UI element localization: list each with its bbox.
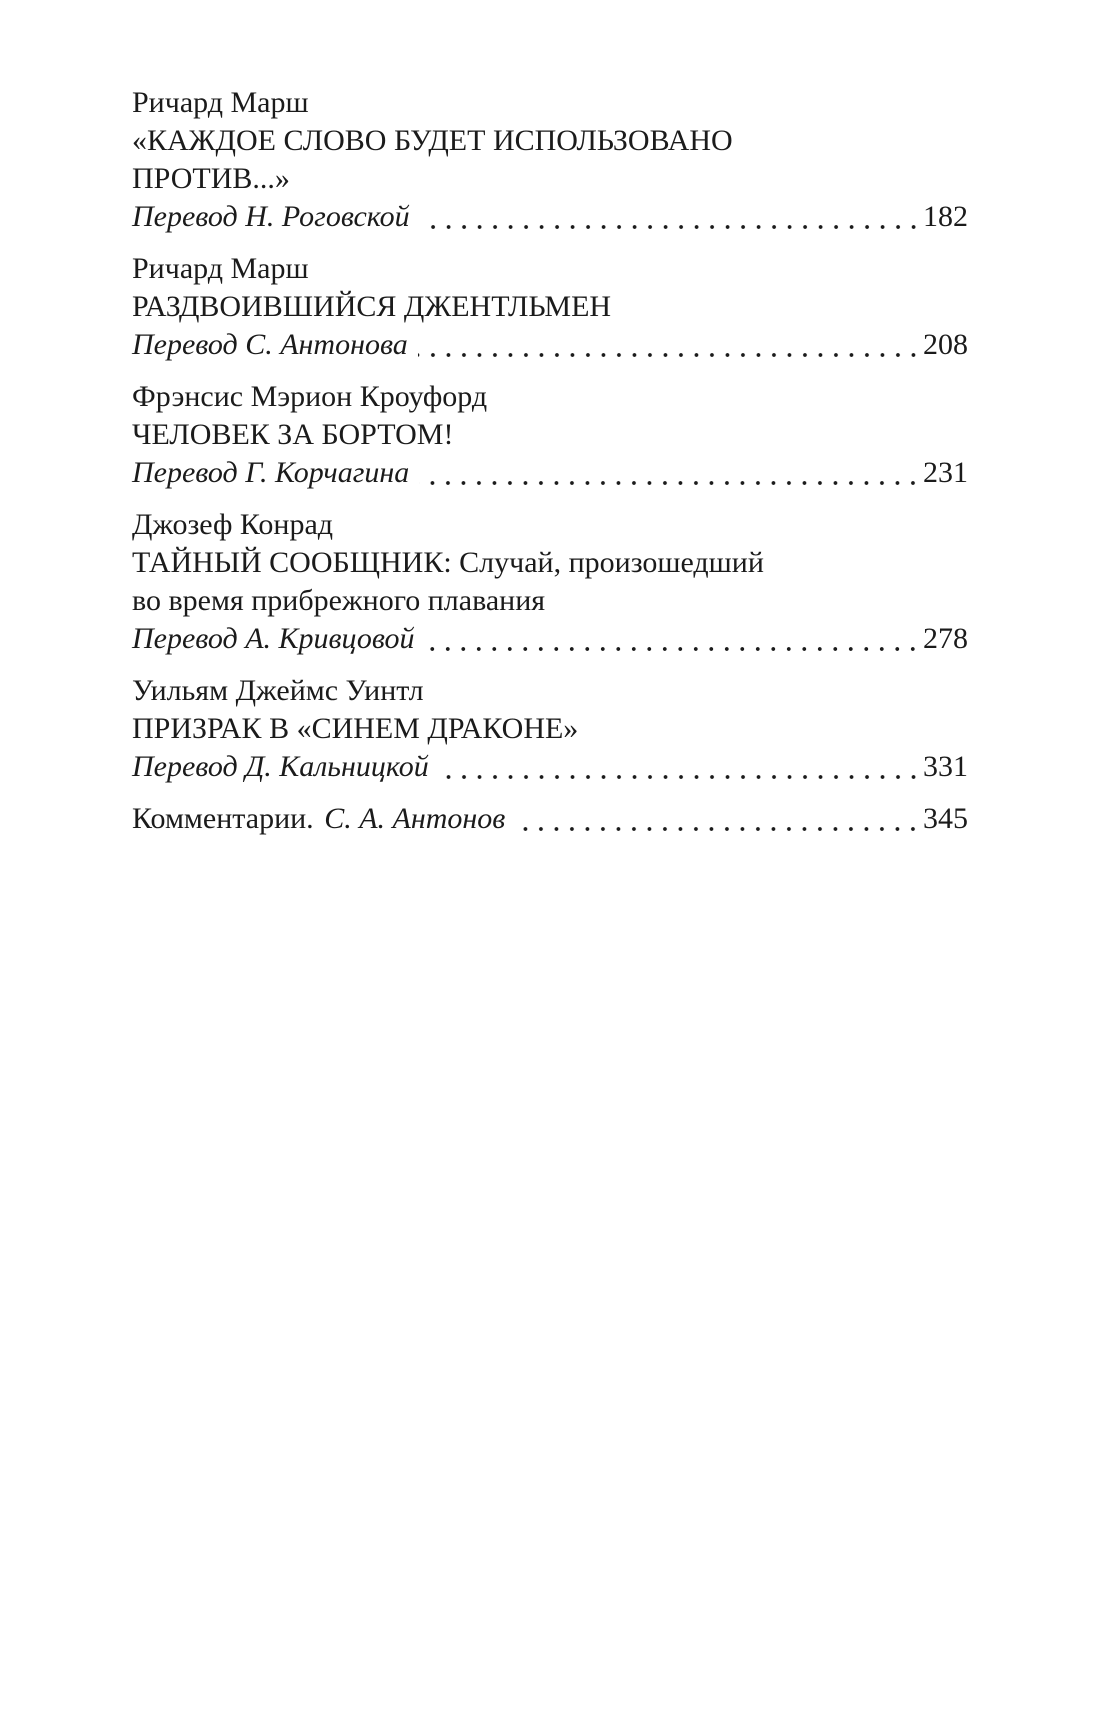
- toc-entry-translator: Перевод А. Кривцовой: [132, 622, 415, 655]
- toc-entry-translator: Перевод Д. Кальницкой: [132, 750, 429, 783]
- toc-entry-leader-row: [132, 198, 968, 236]
- toc-entry: [132, 506, 968, 658]
- toc-entry-title-line: РАЗДВОИВШИЙСЯ ДЖЕНТЛЬМЕН: [132, 290, 612, 323]
- toc-entry-title-line: во время прибрежного плавания: [132, 584, 546, 617]
- toc-entry-author: Ричард Марш: [132, 252, 309, 285]
- toc-entry-comments: [132, 800, 968, 838]
- dotted-leader: [418, 353, 921, 357]
- toc-entry-translator: Перевод Н. Роговской: [132, 200, 410, 233]
- toc-entry: [132, 378, 968, 492]
- toc-entry: [132, 672, 968, 786]
- dotted-leader: [424, 647, 921, 651]
- toc-entry-page-number: 345: [923, 802, 968, 835]
- dotted-leader: [515, 827, 921, 831]
- dotted-leader: [420, 225, 921, 229]
- toc-entry-leader-row: [132, 326, 968, 364]
- toc-entry-page-number: 182: [923, 200, 968, 233]
- toc-entry-page-number: 331: [923, 750, 968, 783]
- toc-entry-leader-row: [132, 800, 968, 838]
- comments-author: С. А. Антонов: [324, 802, 506, 835]
- dotted-leader: [419, 481, 921, 485]
- toc-entry-author: Ричард Марш: [132, 86, 309, 119]
- toc-entry-page-number: 208: [923, 328, 968, 361]
- toc-entry-author: Уильям Джеймс Уинтл: [132, 674, 424, 707]
- toc-entry-leader-row: [132, 454, 968, 492]
- toc-entry-title-line: ТАЙНЫЙ СООБЩНИК: Случай, произошедший: [132, 546, 764, 579]
- toc-entry-page-number: 231: [923, 456, 968, 489]
- toc-entry: [132, 250, 968, 364]
- toc-entry-author: Джозеф Конрад: [132, 508, 334, 541]
- dotted-leader: [439, 775, 921, 779]
- toc-entry: [132, 84, 968, 236]
- toc-entry-page-number: 278: [923, 622, 968, 655]
- toc-entry-translator: Перевод С. Антонова: [132, 328, 408, 361]
- table-of-contents: [132, 84, 968, 852]
- toc-entry-title-line: «КАЖДОЕ СЛОВО БУДЕТ ИСПОЛЬЗОВАНО: [132, 124, 733, 157]
- comments-label: Комментарии.: [132, 802, 314, 835]
- toc-entry-leader-row: [132, 620, 968, 658]
- toc-entry-title-line: ЧЕЛОВЕК ЗА БОРТОМ!: [132, 418, 454, 451]
- toc-entry-title-line: ПРОТИВ...»: [132, 162, 290, 195]
- toc-entry-translator: Перевод Г. Корчагина: [132, 456, 410, 489]
- toc-entry-title-line: ПРИЗРАК В «СИНЕМ ДРАКОНЕ»: [132, 712, 579, 745]
- toc-entry-leader-row: [132, 748, 968, 786]
- toc-entry-author: Фрэнсис Мэрион Кроуфорд: [132, 380, 488, 413]
